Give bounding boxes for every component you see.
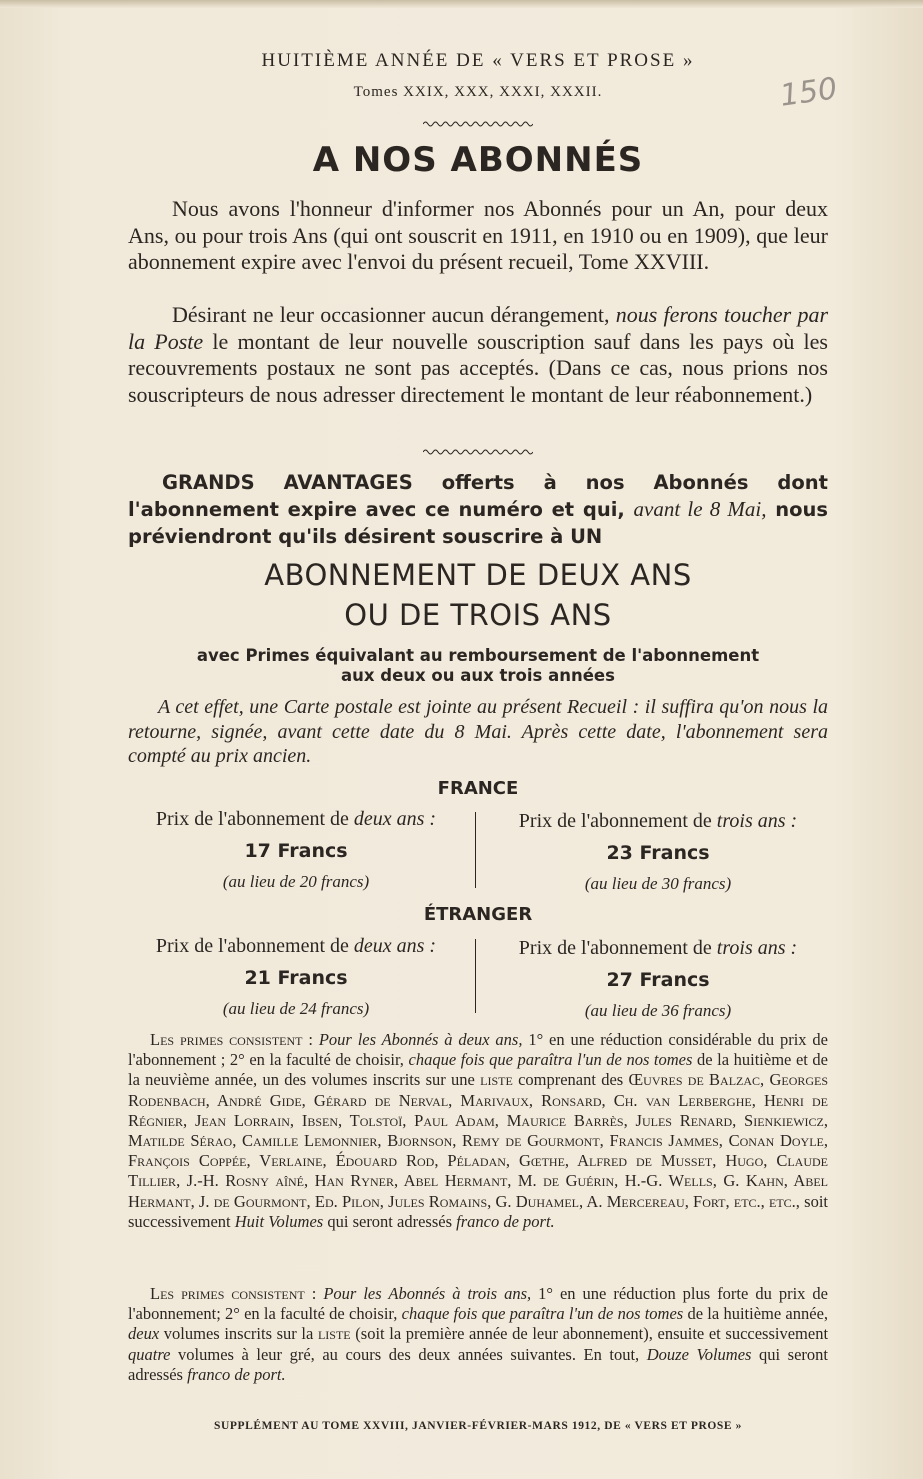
postal-text-a: Désirant ne leur occasionner aucun dérangement, [172, 302, 610, 327]
duration-label: trois ans : [716, 937, 798, 959]
advantages-lead: GRANDS AVANTAGES [162, 471, 413, 494]
price-value: 21 Francs [244, 967, 348, 989]
advantages-text-a: offerts à nos Abonnés dont l'abonnement expire avec ce numéro et qui, [128, 471, 828, 521]
offer-heading-line1: ABONNEMENT DE DEUX ANS [264, 558, 692, 592]
price-label: Prix de l'abonnement de [518, 810, 712, 832]
primes-text: de la huitième et de la neuvième année, un des volumes inscrits sur une [128, 1050, 828, 1090]
primes-text: 1° en une réduction plus forte du prix de l'abonnement; 2° en la faculté de choisir, [128, 1284, 828, 1324]
etranger-three-years [480, 937, 836, 1021]
ornament-divider-icon [423, 448, 533, 456]
duration-label: trois ans : [716, 810, 798, 832]
primes-volumes: Huit Volumes [234, 1211, 324, 1231]
advantages-paragraph [128, 469, 828, 550]
primes-text: qui seront adressés [128, 1344, 828, 1384]
postcard-notice [128, 695, 828, 769]
price-value: 17 Francs [244, 840, 348, 862]
authors-list: Œuvres de Balzac, Georges Rodenbach, André Gide, Gérard de Nerval, Marivaux, Ronsard, Ch. van Lerberghe, Henri de Régnier, Jean Lorrain, Ibsen, Tolstoï, Paul Adam, Maurice Barrès, Jules Renard, Sienkiewicz, Matilde Sérao, Camille Lemonnier, Bjornson, Remy de Gourmont, Francis Jammes, Conan Doyle, François Coppée, Verlaine, Édouard Rod, Péladan, Gœthe, Alfred de Musset, Hugo, Claude Tillier, J.-H. Rosny aîné, Han Ryner, Abel Hermant, M. de Guérin, H.-G. Wells, G. Kahn, Abel Hermant, J. de Gourmont, Ed. Pilon, Jules Romains, G. Duhamel, A. Mercereau, Fort, etc., etc., [128, 1070, 829, 1211]
primes-text: volumes inscrits sur la [163, 1324, 314, 1344]
primes-subtitle-line1: avec Primes équivalant au remboursement de l'abonnement [196, 646, 760, 665]
advantages-date: avant le 8 Mai, [633, 497, 767, 521]
section-france: FRANCE [437, 778, 519, 799]
price-note: (au lieu de 24 francs) [222, 999, 370, 1018]
ornament-divider-icon [423, 120, 533, 128]
intro-paragraph [128, 196, 828, 276]
price-note: (au lieu de 20 francs) [222, 872, 370, 891]
advantages-text-b: nous préviendront qu'ils désirent souscrire à UN [128, 498, 828, 548]
primes-subtitle-line2: aux deux ou aux trois années [341, 666, 615, 685]
primes-audience: Pour les Abonnés à deux ans, [318, 1030, 523, 1049]
primes-label: Les primes consistent : [150, 1284, 317, 1303]
primes-franco: franco de port. [456, 1211, 555, 1231]
primes-liste: liste [480, 1070, 513, 1090]
primes-volumes: Douze Volumes [646, 1344, 752, 1364]
header-volumes: Tomes XXIX, XXX, XXXI, XXXII. [353, 84, 603, 100]
offer-heading-line2: OU DE TROIS ANS [344, 598, 612, 632]
column-divider [475, 939, 476, 1013]
price-note: (au lieu de 30 francs) [584, 874, 732, 893]
primes-count: deux [128, 1324, 160, 1344]
primes-text: comprenant des [518, 1070, 624, 1090]
primes-text: qui seront adressés [327, 1211, 452, 1231]
primes-text: soit successivement [128, 1191, 828, 1231]
primes-text: (soit la première année de leur abonnement), ensuite et successivement [355, 1324, 829, 1344]
price-label: Prix de l'abonnement de [155, 935, 349, 957]
primes-subtitle [128, 646, 828, 686]
price-label: Prix de l'abonnement de [155, 808, 349, 830]
primes-count: quatre [128, 1344, 171, 1364]
section-etranger: ÉTRANGER [423, 904, 533, 925]
france-three-years [480, 810, 836, 894]
pencil-note: 150 [777, 71, 840, 114]
primes-three-years-paragraph [128, 1284, 828, 1385]
paper-edge [0, 0, 923, 8]
page-title: A NOS ABONNÉS [312, 140, 644, 180]
france-two-years [120, 808, 472, 892]
primes-label: Les primes consistent : [150, 1030, 313, 1049]
price-label: Prix de l'abonnement de [518, 937, 712, 959]
primes-text: 1° en une réduction considérable du prix de l'abonnement ; 2° en la faculté de choisir, [128, 1030, 828, 1070]
primes-franco: franco de port. [187, 1364, 286, 1384]
etranger-two-years [120, 935, 472, 1019]
postal-paragraph [128, 302, 828, 408]
footer-supplement: SUPPLÉMENT AU TOME XXVIII, JANVIER-FÉVRIER-MARS 1912, DE « VERS ET PROSE » [213, 1420, 742, 1432]
postcard-notice-text: A cet effet, une Carte postale est jointe au présent Recueil : il suffira qu'on nous la retourne, signée, avant cette date du 8 Mai. Après cette date, l'abonnement sera compté au prix ancien. [128, 696, 828, 767]
price-note: (au lieu de 36 francs) [584, 1001, 732, 1020]
primes-liste: liste [317, 1324, 351, 1344]
intro-text: Nous avons l'honneur d'informer nos Abonnés pour un An, pour deux Ans, ou pour trois Ans (qui ont souscrit en 1911, en 1910 ou en 1909), que leur abonnement expire avec l'envoi du présent recueil, Tome XXVIII. [128, 196, 828, 274]
postal-text-emphasis: nous ferons toucher par la Poste [128, 302, 829, 354]
header-line: HUITIÈME ANNÉE DE « VERS ET PROSE » [261, 50, 695, 71]
duration-label: deux ans : [353, 935, 437, 957]
primes-text: volumes à leur gré, au cours des deux années suivantes. En tout, [178, 1344, 640, 1364]
primes-text-italic: chaque fois que paraîtra l'un de nos tomes [401, 1304, 684, 1324]
price-value: 23 Francs [606, 842, 710, 864]
primes-audience: Pour les Abonnés à trois ans, [323, 1284, 532, 1303]
price-value: 27 Francs [606, 969, 710, 991]
postal-text-c: le montant de leur nouvelle souscription sauf dans les pays où les recouvrements postaux ne sont pas acceptés. (Dans ce cas, nous prions nos souscripteurs de nous adresser directement le montant de leur réabonnement.) [128, 328, 828, 407]
column-divider [475, 812, 476, 888]
primes-text-italic: chaque fois que paraîtra l'un de nos tomes [408, 1050, 693, 1070]
duration-label: deux ans : [353, 808, 437, 830]
primes-two-years-paragraph [128, 1030, 828, 1232]
primes-text: de la huitième année, [687, 1304, 829, 1324]
